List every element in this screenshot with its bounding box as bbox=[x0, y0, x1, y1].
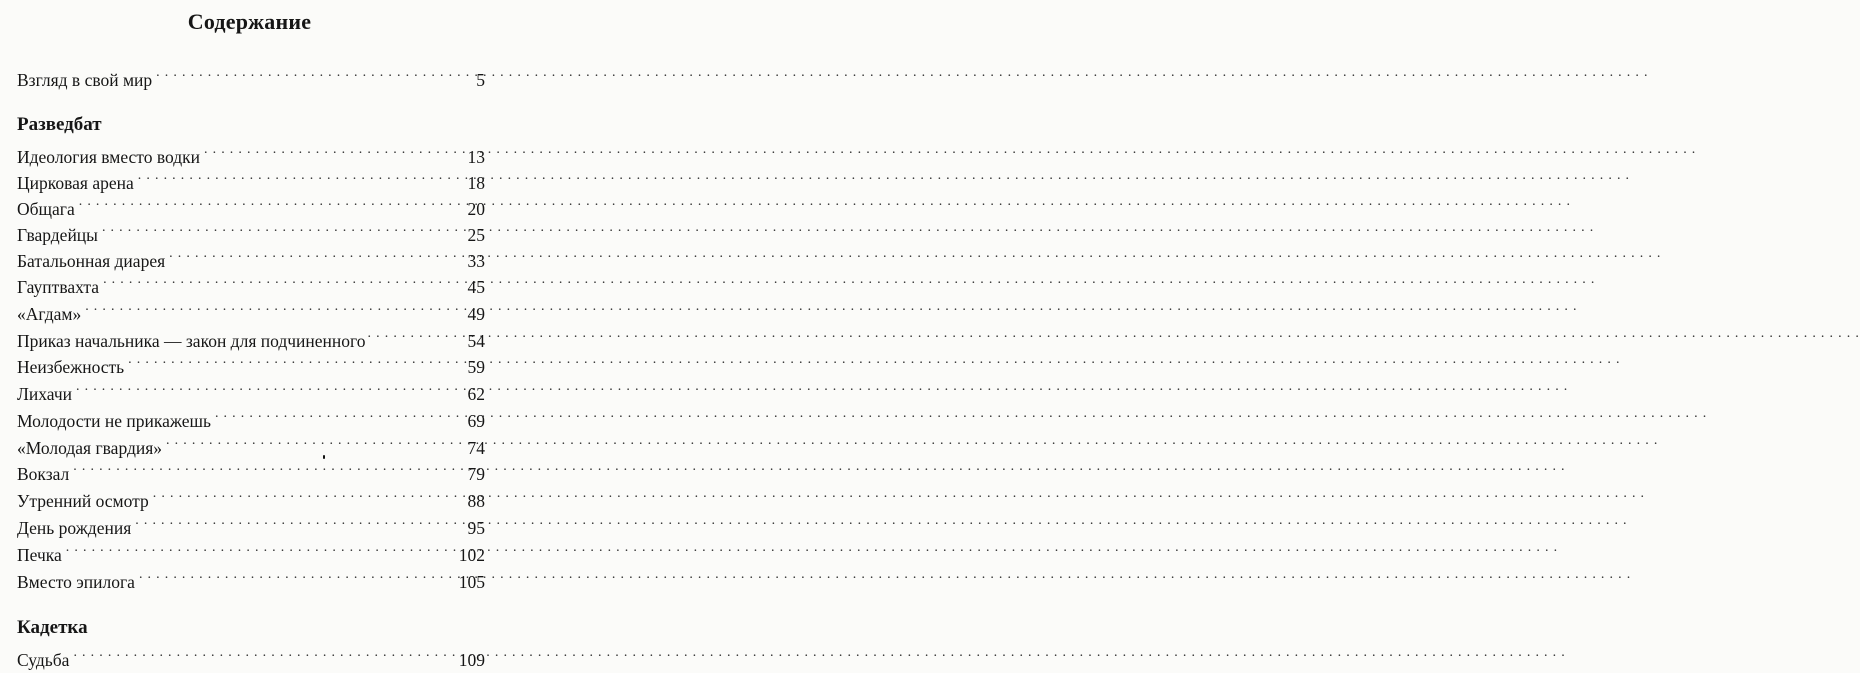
toc-entry[interactable] bbox=[17, 189, 485, 219]
section-heading-kadetka: Кадетка bbox=[17, 617, 88, 638]
toc-entry-title: День рождения bbox=[17, 518, 132, 538]
toc-entry-page: 5 bbox=[476, 70, 485, 90]
dot-leader bbox=[204, 137, 457, 163]
toc-entry-title: Приказ начальника — закон для подчиненного bbox=[17, 331, 366, 351]
toc-entry-title: Вместо эпилога bbox=[17, 572, 135, 592]
dot-leader bbox=[135, 508, 457, 534]
dot-leader bbox=[73, 454, 457, 480]
toc-entry-page: 74 bbox=[467, 438, 485, 458]
toc-entry[interactable] bbox=[17, 347, 485, 377]
dot-leader bbox=[76, 374, 457, 400]
toc-entry-page: 13 bbox=[467, 147, 485, 167]
toc-entry[interactable] bbox=[17, 241, 485, 271]
toc-entry-page: 62 bbox=[467, 384, 485, 404]
toc-entry[interactable] bbox=[17, 428, 485, 458]
toc-entry-page: 49 bbox=[467, 304, 485, 324]
toc-entry[interactable] bbox=[17, 508, 485, 538]
toc-entry-page: 25 bbox=[467, 225, 485, 245]
toc-entry-title: «Агдам» bbox=[17, 304, 82, 324]
toc-entry-page: 88 bbox=[467, 491, 485, 511]
toc-entry[interactable] bbox=[17, 294, 485, 324]
toc-entry[interactable] bbox=[17, 321, 485, 351]
toc-entry[interactable] bbox=[17, 163, 485, 193]
toc-entry[interactable] bbox=[17, 562, 485, 592]
dot-leader bbox=[139, 562, 453, 588]
toc-page bbox=[0, 0, 499, 670]
toc-entry[interactable] bbox=[17, 374, 485, 404]
toc-entry-title: Гауптвахта bbox=[17, 277, 100, 297]
toc-entry-page: 109 bbox=[458, 650, 485, 670]
dot-leader bbox=[156, 60, 457, 86]
toc-entry-title: Неизбежность bbox=[17, 357, 125, 377]
toc-entry-title: Лихачи bbox=[17, 384, 72, 404]
dot-leader bbox=[73, 640, 452, 666]
toc-entry-title: «Молодая гвардия» bbox=[17, 438, 163, 458]
section-heading-razvedbat: Разведбат bbox=[17, 114, 102, 135]
toc-entry[interactable] bbox=[17, 60, 485, 90]
dot-leader bbox=[138, 163, 457, 189]
toc-entry[interactable] bbox=[17, 215, 485, 245]
toc-entry[interactable] bbox=[17, 401, 485, 431]
toc-entry-title: Молодости не прикажешь bbox=[17, 411, 211, 431]
toc-entry[interactable] bbox=[17, 481, 485, 511]
toc-entry-page: 69 bbox=[467, 411, 485, 431]
dot-leader bbox=[103, 267, 457, 293]
toc-entry[interactable] bbox=[17, 137, 485, 167]
dot-leader bbox=[166, 428, 457, 454]
toc-entry-page: 45 bbox=[467, 277, 485, 297]
toc-entry-title: Взгляд в свой мир bbox=[17, 70, 153, 90]
toc-entry-page: 105 bbox=[458, 572, 485, 592]
dot-leader bbox=[215, 401, 457, 427]
toc-entry-title: Вокзал bbox=[17, 464, 70, 484]
toc-entry[interactable] bbox=[17, 267, 485, 297]
dot-leader bbox=[85, 294, 457, 320]
toc-entry-page: 18 bbox=[467, 173, 485, 193]
toc-entry-page: 54 bbox=[467, 331, 485, 351]
dot-leader bbox=[153, 481, 457, 507]
dot-leader bbox=[128, 347, 457, 373]
toc-entry-title: Батальонная диарея bbox=[17, 251, 166, 271]
toc-entry[interactable] bbox=[17, 535, 485, 565]
toc-entry[interactable] bbox=[17, 454, 485, 484]
ink-speck bbox=[323, 455, 325, 459]
toc-entry-title: Общага bbox=[17, 199, 75, 219]
dot-leader bbox=[79, 189, 457, 215]
toc-entry-page: 33 bbox=[467, 251, 485, 271]
toc-entry[interactable] bbox=[17, 640, 485, 670]
toc-entry-page: 59 bbox=[467, 357, 485, 377]
toc-entry-title: Цирковая арена bbox=[17, 173, 134, 193]
toc-entry-title: Утренний осмотр bbox=[17, 491, 149, 511]
page-title: Содержание bbox=[187, 9, 312, 34]
dot-leader bbox=[169, 241, 457, 267]
toc-entry-page: 20 bbox=[467, 199, 485, 219]
toc-entry-page: 79 bbox=[467, 464, 485, 484]
dot-leader bbox=[368, 321, 461, 347]
dot-leader bbox=[102, 215, 457, 241]
toc-entry-title: Гвардейцы bbox=[17, 225, 98, 245]
toc-entry-title: Судьба bbox=[17, 650, 70, 670]
toc-entry-page: 102 bbox=[458, 545, 485, 565]
toc-entry-title: Печка bbox=[17, 545, 62, 565]
toc-entry-page: 95 bbox=[467, 518, 485, 538]
toc-entry-title: Идеология вместо водки bbox=[17, 147, 200, 167]
dot-leader bbox=[66, 535, 453, 561]
